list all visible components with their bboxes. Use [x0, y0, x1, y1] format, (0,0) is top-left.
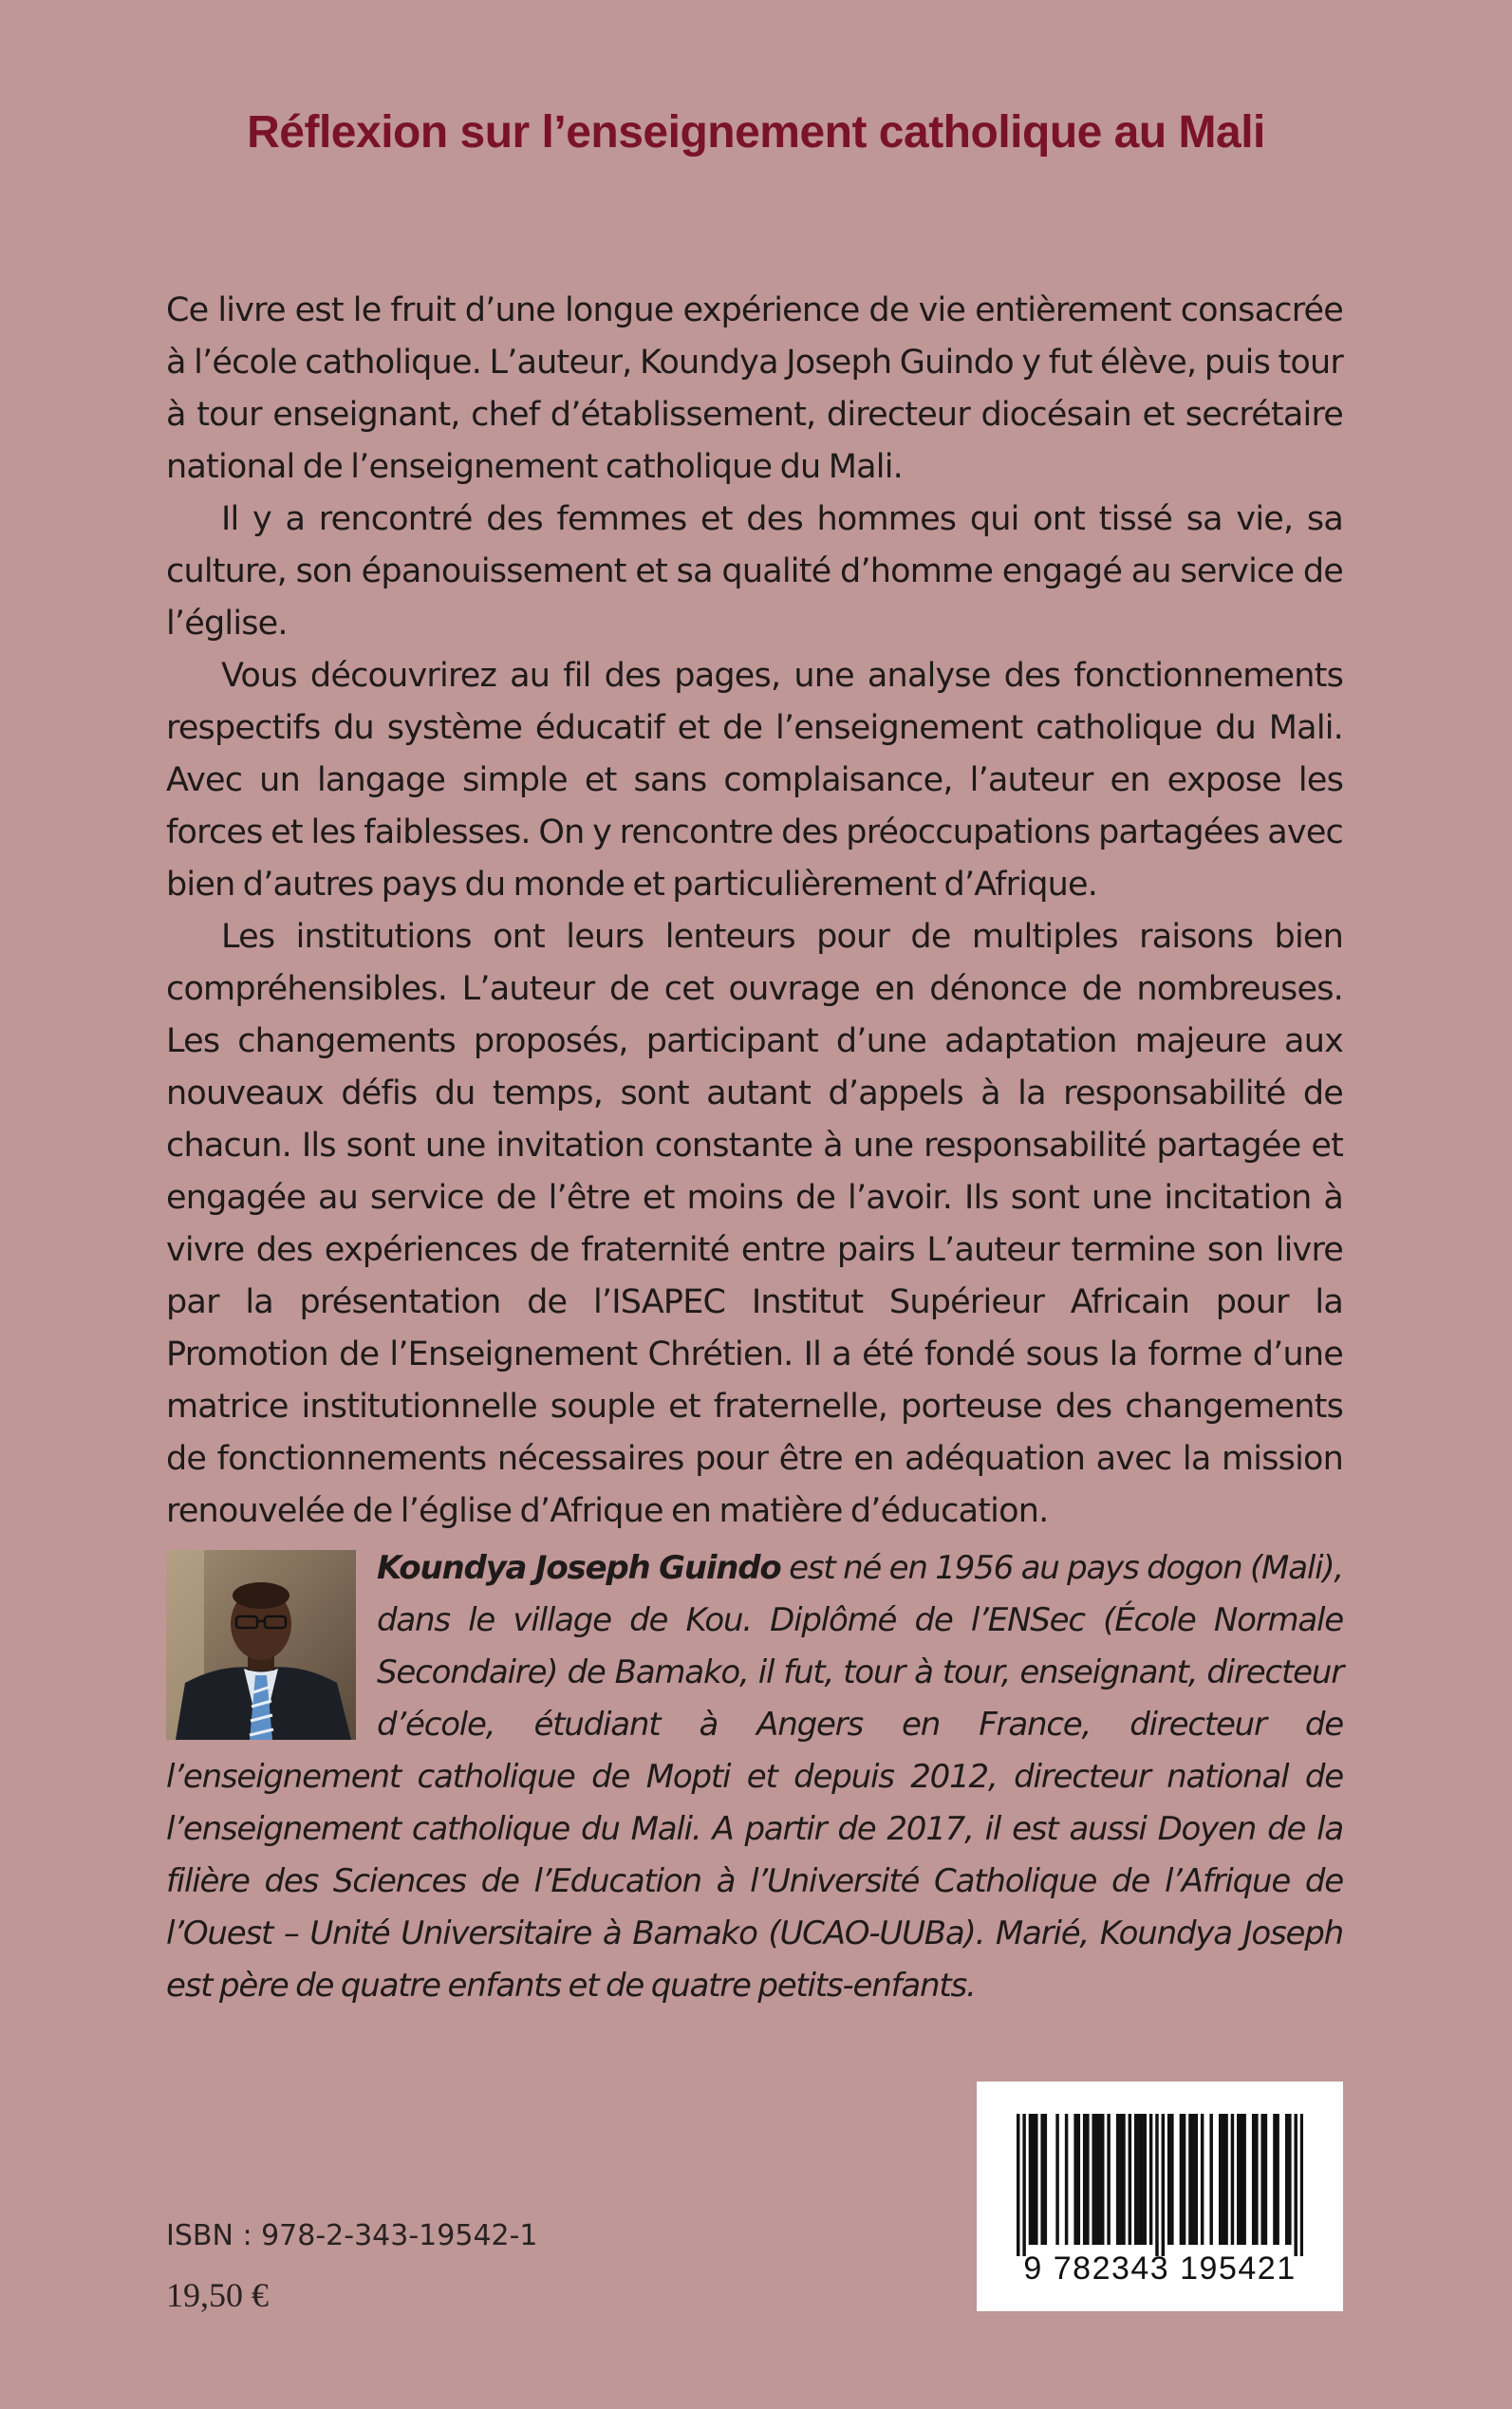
barcode-bar	[1029, 2114, 1032, 2245]
author-bio: est né en 1956 au pays dogon (Mali), dans le village de Kou. Diplômé de l’ENSec (École Normale Secondaire) de Bamako, il fut, tour à tour, enseignant, directeur d’école, étudiant à Angers en France, directeur de l’enseignement catholique de Mopti et depuis 2012, directeur national de l’enseignement catholique du Mali. A partir de 2017, il est aussi Doyen de la filière des Sciences de l’Education à l’Université Catholique de l’Afrique de l’Ouest – Unité Universitaire à Bamako (UCAO-UUBa). Marié, Koundya Joseph est père de quatre enfants et de quatre petits-enfants.	[166, 1549, 1343, 2005]
author-photo	[166, 1550, 356, 1740]
barcode	[977, 2082, 1343, 2311]
barcode-bar	[1170, 2114, 1173, 2245]
barcode-bar	[1162, 2114, 1165, 2256]
summary-paragraph: Les institutions ont leurs lenteurs pour de multiples raisons bien compréhensibles. L’auteur de cet ouvrage en dénonce de nombreuses. Les changements proposés, participant d’une adaptation majeure aux nouveaux défis du temps, sont autant d’appels à la responsabilité de chacun. Ils sont une invitation constante à une responsabilité partagée et engagée au service de l’être et moins de l’avoir. Ils sont une incitation à vivre des expériences de fraternité entre pairs L’auteur termine son livre par la présentation de l’ISAPEC Institut Supérieur Africain pour la Promotion de l’Enseignement Chrétien. Il a été fondé sous la forme d’une matrice institutionnelle souple et fraternelle, porteuse des changements de fonctionnements nécessaires pour être en adéquation avec la mission renouvelée de l’église d’Afrique en matière d’éducation.	[166, 918, 1343, 1530]
barcode-bar	[1260, 2114, 1263, 2245]
barcode-bar	[1264, 2114, 1267, 2245]
barcode-bar	[1231, 2114, 1234, 2245]
barcode-bar	[1065, 2114, 1068, 2245]
barcode-bars	[1017, 2114, 1303, 2256]
summary-paragraph: Vous découvrirez au fil des pages, une analyse des fonctionnements respectifs du système éducatif et de l’enseignement catholique du Mali. Avec un langage simple et sans complaisance, l’auteur en expose les forces et les faiblesses. On y rencontre des préoccupations partagées avec bien d’autres pays du monde et particulièrement d’Afrique.	[166, 657, 1343, 904]
barcode-bar	[1255, 2114, 1258, 2245]
barcode-bar	[1201, 2114, 1204, 2245]
barcode-bar	[1188, 2114, 1191, 2245]
barcode-bar	[1183, 2114, 1185, 2245]
barcode-bar	[1122, 2114, 1125, 2245]
barcode-bar	[1224, 2114, 1227, 2245]
barcode-bar	[1276, 2114, 1279, 2245]
barcode-bar	[1294, 2114, 1297, 2256]
barcode-bar	[1098, 2114, 1101, 2245]
barcode-bar	[1191, 2114, 1194, 2245]
barcode-bar	[1055, 2114, 1058, 2245]
barcode-bar	[1167, 2114, 1170, 2245]
barcode-bar	[1017, 2114, 1019, 2256]
summary-paragraph: Ce livre est le fruit d’une longue expérience de vie entièrement consacrée à l’école catholique. L’auteur, Koundya Joseph Guindo y fut élève, puis tour à tour enseignant, chef d’établissement, directeur diocésain et secrétaire national de l’enseignement catholique du Mali.	[166, 291, 1343, 486]
barcode-bar	[1149, 2114, 1152, 2245]
isbn: ISBN : 978-2-343-19542-1	[166, 2219, 538, 2252]
barcode-bar	[1119, 2114, 1122, 2245]
barcode-bar	[1144, 2114, 1147, 2245]
barcode-bar	[1077, 2114, 1080, 2245]
barcode-bar	[1140, 2114, 1143, 2245]
barcode-digits: 9 782343 195421	[1023, 2250, 1297, 2287]
summary-paragraph: Il y a rencontré des femmes et des hommes qui ont tissé sa vie, sa culture, son épanouissement et sa qualité d’homme engagé au service de l’église.	[166, 500, 1343, 643]
price: 19,50 €	[166, 2276, 269, 2314]
barcode-bar	[1300, 2114, 1303, 2256]
barcode-bar	[1180, 2114, 1183, 2245]
barcode-bar	[1032, 2114, 1035, 2245]
barcode-bar	[1219, 2114, 1222, 2245]
barcode-bar	[1040, 2114, 1043, 2245]
barcode-bar	[1222, 2114, 1224, 2245]
barcode-bar	[1086, 2114, 1089, 2245]
barcode-bar	[1285, 2114, 1288, 2245]
author-name: Koundya Joseph Guindo	[377, 1549, 781, 1587]
barcode-bar	[1092, 2114, 1094, 2245]
barcode-bar	[1035, 2114, 1037, 2245]
barcode-bar	[1095, 2114, 1098, 2245]
barcode-bar	[1242, 2114, 1245, 2245]
barcode-bar	[1195, 2114, 1198, 2245]
barcode-bar	[1273, 2114, 1276, 2245]
barcode-bar	[1116, 2114, 1119, 2245]
barcode-bar	[1107, 2114, 1110, 2245]
book-title: Réflexion sur l’enseignement catholique au Mali	[247, 107, 1265, 158]
author-bio-block	[166, 1542, 1343, 2012]
barcode-bar	[1252, 2114, 1255, 2245]
barcode-bar	[1237, 2114, 1240, 2245]
barcode-bar	[1155, 2114, 1158, 2256]
barcode-bar	[1083, 2114, 1086, 2245]
barcode-bar	[1288, 2114, 1291, 2245]
barcode-bar	[1073, 2114, 1076, 2245]
barcode-bar	[1022, 2114, 1025, 2256]
barcode-bar	[1101, 2114, 1104, 2245]
barcode-bar	[1209, 2114, 1212, 2245]
barcode-bar	[1134, 2114, 1137, 2245]
barcode-bar	[1044, 2114, 1047, 2245]
back-cover-summary	[166, 285, 1343, 1538]
barcode-bar	[1240, 2114, 1242, 2245]
barcode-bar	[1129, 2114, 1131, 2245]
barcode-bar	[1137, 2114, 1140, 2245]
